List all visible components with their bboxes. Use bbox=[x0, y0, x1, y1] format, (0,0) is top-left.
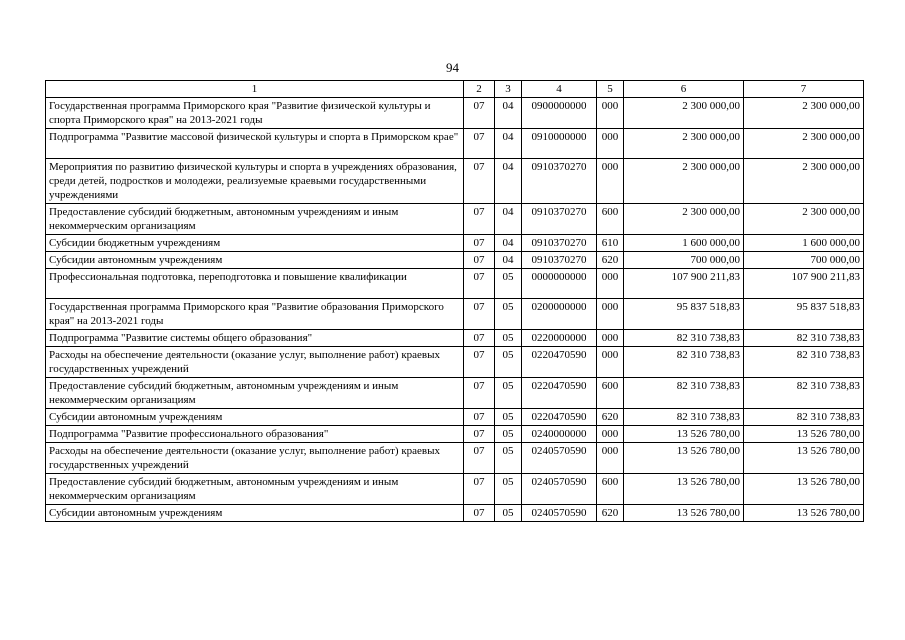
target-article-cell: 0240570590 bbox=[522, 505, 597, 522]
table-row bbox=[46, 252, 864, 269]
amount-year2-cell: 13 526 780,00 bbox=[744, 474, 864, 505]
row-name-cell: Мероприятия по развитию физической культуры и спорта в учреждениях образования, среди детей, подростков и молодежи, реализуемые краевыми государственными учреждениями bbox=[46, 159, 464, 204]
expense-type-cell: 600 bbox=[597, 474, 624, 505]
amount-year1-cell: 1 600 000,00 bbox=[624, 235, 744, 252]
target-article-cell: 0910370270 bbox=[522, 159, 597, 204]
table-row bbox=[46, 269, 864, 299]
target-article-cell: 0220000000 bbox=[522, 330, 597, 347]
amount-year1-cell: 82 310 738,83 bbox=[624, 347, 744, 378]
target-article-cell: 0910370270 bbox=[522, 235, 597, 252]
section-code-cell: 07 bbox=[464, 252, 495, 269]
expense-type-cell: 610 bbox=[597, 235, 624, 252]
expense-type-cell: 600 bbox=[597, 204, 624, 235]
row-name-cell: Расходы на обеспечение деятельности (оказание услуг, выполнение работ) краевых государственных учреждений bbox=[46, 347, 464, 378]
amount-year2-cell: 82 310 738,83 bbox=[744, 409, 864, 426]
amount-year1-cell: 700 000,00 bbox=[624, 252, 744, 269]
subsection-code-cell: 04 bbox=[495, 129, 522, 159]
amount-year1-cell: 13 526 780,00 bbox=[624, 474, 744, 505]
amount-year1-cell: 2 300 000,00 bbox=[624, 204, 744, 235]
amount-year1-cell: 2 300 000,00 bbox=[624, 159, 744, 204]
column-header: 7 bbox=[744, 81, 864, 98]
expense-type-cell: 600 bbox=[597, 378, 624, 409]
expense-type-cell: 000 bbox=[597, 129, 624, 159]
subsection-code-cell: 05 bbox=[495, 378, 522, 409]
expense-type-cell: 000 bbox=[597, 299, 624, 330]
subsection-code-cell: 04 bbox=[495, 159, 522, 204]
amount-year2-cell: 700 000,00 bbox=[744, 252, 864, 269]
amount-year2-cell: 107 900 211,83 bbox=[744, 269, 864, 299]
expense-type-cell: 000 bbox=[597, 426, 624, 443]
subsection-code-cell: 05 bbox=[495, 347, 522, 378]
table-header-row bbox=[46, 81, 864, 98]
row-name-cell: Предоставление субсидий бюджетным, автономным учреждениям и иным некоммерческим организациям bbox=[46, 474, 464, 505]
column-header: 4 bbox=[522, 81, 597, 98]
row-name-cell: Подпрограмма "Развитие системы общего образования" bbox=[46, 330, 464, 347]
section-code-cell: 07 bbox=[464, 330, 495, 347]
amount-year1-cell: 13 526 780,00 bbox=[624, 505, 744, 522]
amount-year1-cell: 82 310 738,83 bbox=[624, 409, 744, 426]
target-article-cell: 0000000000 bbox=[522, 269, 597, 299]
target-article-cell: 0910000000 bbox=[522, 129, 597, 159]
table-row bbox=[46, 443, 864, 474]
column-header: 6 bbox=[624, 81, 744, 98]
amount-year2-cell: 2 300 000,00 bbox=[744, 98, 864, 129]
row-name-cell: Подпрограмма "Развитие массовой физической культуры и спорта в Приморском крае" bbox=[46, 129, 464, 159]
amount-year1-cell: 2 300 000,00 bbox=[624, 98, 744, 129]
row-name-cell: Субсидии бюджетным учреждениям bbox=[46, 235, 464, 252]
section-code-cell: 07 bbox=[464, 378, 495, 409]
section-code-cell: 07 bbox=[464, 129, 495, 159]
target-article-cell: 0200000000 bbox=[522, 299, 597, 330]
section-code-cell: 07 bbox=[464, 409, 495, 426]
expense-type-cell: 620 bbox=[597, 409, 624, 426]
target-article-cell: 0220470590 bbox=[522, 409, 597, 426]
row-name-cell: Профессиональная подготовка, переподготовка и повышение квалификации bbox=[46, 269, 464, 299]
row-name-cell: Государственная программа Приморского края "Развитие образования Приморского края" на 2013-2021 годы bbox=[46, 299, 464, 330]
amount-year1-cell: 13 526 780,00 bbox=[624, 426, 744, 443]
amount-year2-cell: 82 310 738,83 bbox=[744, 330, 864, 347]
subsection-code-cell: 05 bbox=[495, 409, 522, 426]
expense-type-cell: 000 bbox=[597, 347, 624, 378]
expense-type-cell: 620 bbox=[597, 252, 624, 269]
expense-type-cell: 000 bbox=[597, 159, 624, 204]
table-row bbox=[46, 129, 864, 159]
amount-year2-cell: 2 300 000,00 bbox=[744, 204, 864, 235]
subsection-code-cell: 05 bbox=[495, 330, 522, 347]
amount-year1-cell: 95 837 518,83 bbox=[624, 299, 744, 330]
amount-year1-cell: 107 900 211,83 bbox=[624, 269, 744, 299]
amount-year2-cell: 2 300 000,00 bbox=[744, 159, 864, 204]
section-code-cell: 07 bbox=[464, 443, 495, 474]
section-code-cell: 07 bbox=[464, 159, 495, 204]
subsection-code-cell: 05 bbox=[495, 299, 522, 330]
subsection-code-cell: 05 bbox=[495, 426, 522, 443]
row-name-cell: Предоставление субсидий бюджетным, автономным учреждениям и иным некоммерческим организациям bbox=[46, 378, 464, 409]
section-code-cell: 07 bbox=[464, 269, 495, 299]
section-code-cell: 07 bbox=[464, 347, 495, 378]
expense-type-cell: 000 bbox=[597, 443, 624, 474]
page-number: 94 bbox=[446, 60, 459, 75]
table-row bbox=[46, 347, 864, 378]
expense-type-cell: 000 bbox=[597, 330, 624, 347]
target-article-cell: 0240570590 bbox=[522, 474, 597, 505]
row-name-cell: Субсидии автономным учреждениям bbox=[46, 252, 464, 269]
target-article-cell: 0220470590 bbox=[522, 347, 597, 378]
amount-year2-cell: 1 600 000,00 bbox=[744, 235, 864, 252]
target-article-cell: 0900000000 bbox=[522, 98, 597, 129]
section-code-cell: 07 bbox=[464, 474, 495, 505]
amount-year1-cell: 2 300 000,00 bbox=[624, 129, 744, 159]
expense-type-cell: 000 bbox=[597, 269, 624, 299]
row-name-cell: Расходы на обеспечение деятельности (оказание услуг, выполнение работ) краевых государственных учреждений bbox=[46, 443, 464, 474]
expense-type-cell: 000 bbox=[597, 98, 624, 129]
subsection-code-cell: 05 bbox=[495, 269, 522, 299]
amount-year2-cell: 2 300 000,00 bbox=[744, 129, 864, 159]
section-code-cell: 07 bbox=[464, 204, 495, 235]
row-name-cell: Субсидии автономным учреждениям bbox=[46, 505, 464, 522]
table-row bbox=[46, 474, 864, 505]
table-row bbox=[46, 235, 864, 252]
amount-year2-cell: 13 526 780,00 bbox=[744, 443, 864, 474]
amount-year2-cell: 82 310 738,83 bbox=[744, 347, 864, 378]
amount-year1-cell: 13 526 780,00 bbox=[624, 443, 744, 474]
target-article-cell: 0910370270 bbox=[522, 252, 597, 269]
subsection-code-cell: 04 bbox=[495, 204, 522, 235]
table-row bbox=[46, 409, 864, 426]
section-code-cell: 07 bbox=[464, 299, 495, 330]
section-code-cell: 07 bbox=[464, 426, 495, 443]
target-article-cell: 0910370270 bbox=[522, 204, 597, 235]
target-article-cell: 0220470590 bbox=[522, 378, 597, 409]
table-row bbox=[46, 204, 864, 235]
table-row bbox=[46, 299, 864, 330]
column-header: 1 bbox=[46, 81, 464, 98]
row-name-cell: Субсидии автономным учреждениям bbox=[46, 409, 464, 426]
section-code-cell: 07 bbox=[464, 98, 495, 129]
table-row bbox=[46, 159, 864, 204]
amount-year2-cell: 82 310 738,83 bbox=[744, 378, 864, 409]
subsection-code-cell: 04 bbox=[495, 98, 522, 129]
budget-table bbox=[45, 80, 864, 522]
section-code-cell: 07 bbox=[464, 505, 495, 522]
table-row bbox=[46, 505, 864, 522]
subsection-code-cell: 04 bbox=[495, 252, 522, 269]
amount-year1-cell: 82 310 738,83 bbox=[624, 330, 744, 347]
subsection-code-cell: 05 bbox=[495, 443, 522, 474]
amount-year2-cell: 95 837 518,83 bbox=[744, 299, 864, 330]
target-article-cell: 0240000000 bbox=[522, 426, 597, 443]
amount-year2-cell: 13 526 780,00 bbox=[744, 505, 864, 522]
subsection-code-cell: 05 bbox=[495, 474, 522, 505]
amount-year2-cell: 13 526 780,00 bbox=[744, 426, 864, 443]
target-article-cell: 0240570590 bbox=[522, 443, 597, 474]
column-header: 2 bbox=[464, 81, 495, 98]
column-header: 3 bbox=[495, 81, 522, 98]
subsection-code-cell: 05 bbox=[495, 505, 522, 522]
table-row bbox=[46, 98, 864, 129]
table-row bbox=[46, 330, 864, 347]
expense-type-cell: 620 bbox=[597, 505, 624, 522]
amount-year1-cell: 82 310 738,83 bbox=[624, 378, 744, 409]
section-code-cell: 07 bbox=[464, 235, 495, 252]
table-row bbox=[46, 378, 864, 409]
row-name-cell: Государственная программа Приморского края "Развитие физической культуры и спорта Приморского края" на 2013-2021 годы bbox=[46, 98, 464, 129]
table-row bbox=[46, 426, 864, 443]
row-name-cell: Подпрограмма "Развитие профессионального образования" bbox=[46, 426, 464, 443]
subsection-code-cell: 04 bbox=[495, 235, 522, 252]
column-header: 5 bbox=[597, 81, 624, 98]
row-name-cell: Предоставление субсидий бюджетным, автономным учреждениям и иным некоммерческим организациям bbox=[46, 204, 464, 235]
